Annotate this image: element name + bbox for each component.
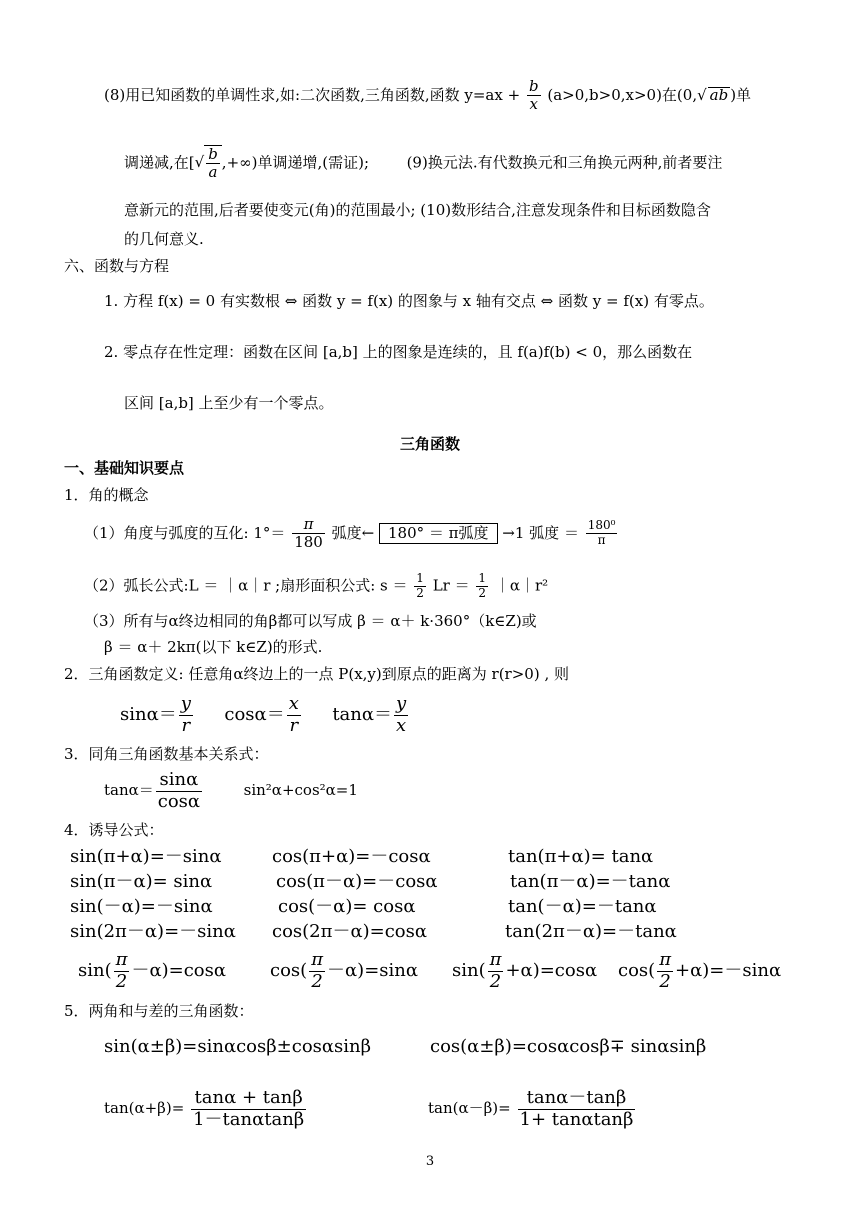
- def-cos-label: cosα＝: [224, 704, 285, 726]
- para-8-line2-c: (9)换元法.有代数换元和三角换元两种,前者要注: [406, 153, 723, 172]
- angle-conversion-line: [84, 516, 619, 552]
- induction-r3c2: tan(2π－α)=－tanα: [505, 921, 677, 942]
- fraction-y-over-x: $\frac{y}{x}$: [396, 693, 407, 736]
- induction-r0c2: tan(π+α)= tanα: [508, 846, 654, 867]
- fraction-half-1: $\frac{1}{2}$: [416, 571, 424, 600]
- sum-diff-cos: cos(α±β)=cosαcosβ∓ sinαsinβ: [430, 1036, 707, 1057]
- pythagorean-identity: sin²α+cos²α=1: [243, 781, 358, 800]
- half-pi-1: cos( $\frac{\pi}{2}$ －α)=sinα: [270, 949, 419, 992]
- section-6-item-2: 2. 零点存在性定理：函数在区间 [a,b] 上的图象是连续的，且 f(a)f(b) < 0，那么函数在: [104, 343, 693, 361]
- fraction-pi-over-2: $\frac{\pi}{2}$: [311, 949, 324, 992]
- para-8-line2-b: ,+∞)单调递增,(需证);: [221, 153, 370, 172]
- definition-formulas: [120, 694, 410, 736]
- heading-basics: 一、基础知识要点: [64, 459, 185, 477]
- sqrt-ab: √ ab: [697, 85, 729, 104]
- induction-r1c1: cos(π－α)=－cosα: [276, 871, 438, 892]
- identities-formulas: [104, 770, 358, 812]
- identities-heading: 3．同角三角函数基本关系式：: [64, 745, 269, 763]
- page-number: 3: [425, 1154, 435, 1169]
- para-8-text-b: (a>0,b>0,x>0)在(0,: [547, 85, 698, 104]
- fraction-x-over-r: $\frac{x}{r}$: [288, 693, 299, 736]
- fraction-pi-over-2: $\frac{\pi}{2}$: [659, 949, 672, 992]
- para-8-line4: 的几何意义.: [124, 230, 204, 248]
- tan-sum-label: tan(α+β)=: [104, 1099, 185, 1118]
- half-pi-2: sin( $\frac{\pi}{2}$ +α)=cosα: [452, 949, 598, 992]
- para-8-line3: 意新元的范围,后者要使变元(角)的范围最小; (10)数形结合,注意发现条件和目标函数隐含: [124, 201, 711, 219]
- page-title: 三角函数: [399, 435, 460, 453]
- fraction-pi-over-2: $\frac{\pi}{2}$: [115, 949, 128, 992]
- def-tan-label: tanα＝: [332, 704, 393, 726]
- para-8-text-a: (8)用已知函数的单调性求,如:二次函数,三角函数,函数 y=ax +: [104, 85, 521, 104]
- tan-sum-fraction: $\frac{\tan\alpha + \tan\beta}{1-\tan\alpha\tan\beta}$: [193, 1087, 305, 1130]
- induction-r0c1: cos(π+α)=－cosα: [272, 846, 431, 867]
- sum-diff-sin: sin(α±β)=sinαcosβ±cosαsinβ: [104, 1036, 372, 1057]
- induction-r2c2: tan(－α)=－tanα: [508, 896, 657, 917]
- fraction-sin-over-cos: $\frac{\sin\alpha}{\cos\alpha}$: [157, 769, 201, 812]
- fraction-pi-over-2: $\frac{\pi}{2}$: [489, 949, 502, 992]
- definition-heading: 2．三角函数定义: 任意角α终边上的一点 P(x,y)到原点的距离为 r(r>0) , 则: [64, 665, 569, 683]
- sum-diff-heading: 5．两角和与差的三角函数：: [64, 1002, 254, 1020]
- half-pi-3: cos( $\frac{\pi}{2}$ +α)=－sinα: [618, 949, 782, 992]
- sqrt-b-over-a: √ $\frac{b}{a}$: [195, 153, 222, 171]
- arc-text-c: ｜α｜r²: [494, 576, 549, 595]
- induction-r3c0: sin(2π－α)=－sinα: [70, 921, 236, 942]
- tan-diff-formula: [428, 1088, 637, 1130]
- def-sin-label: sinα＝: [120, 704, 177, 726]
- arc-text-b: Lr ＝: [432, 576, 470, 595]
- section-6-item-1: 1. 方程 f(x) = 0 有实数根 ⇔ 函数 y = f(x) 的图象与 x 轴有交点 ⇔ 函数 y = f(x) 有零点。: [104, 292, 714, 310]
- induction-heading: 4．诱导公式：: [64, 821, 164, 839]
- fraction-180-over-pi: $\frac{\text{180⁰}}{\pi}$: [587, 518, 616, 548]
- coterminal-line-2: β ＝ α＋ 2kπ(以下 k∈Z)的形式.: [104, 638, 323, 656]
- conversion-box: 180° ＝ π弧度: [379, 523, 498, 544]
- para-8-line1: [104, 78, 751, 114]
- conversion-text-b: 弧度←: [331, 523, 375, 542]
- induction-r2c1: cos(－α)= cosα: [278, 896, 416, 917]
- identity-tan-label: tanα＝: [104, 781, 154, 800]
- heading-angle-concept: 1．角的概念: [64, 486, 149, 504]
- tan-sum-formula: [104, 1088, 308, 1130]
- induction-r1c0: sin(π－α)= sinα: [70, 871, 213, 892]
- fraction-pi-over-180: $\frac{\pi}{180}$: [294, 515, 323, 552]
- arc-text-a: （2）弧长公式:L ＝ ｜α｜r ;扇形面积公式: s ＝: [84, 576, 408, 595]
- tan-diff-label: tan(α－β)=: [428, 1099, 511, 1118]
- section-6-title: 六、函数与方程: [64, 257, 170, 275]
- para-8-line2: [124, 145, 722, 182]
- fraction-half-2: $\frac{1}{2}$: [478, 571, 487, 600]
- induction-r3c1: cos(2π－α)=cosα: [272, 921, 428, 942]
- fraction-y-over-r: $\frac{y}{r}$: [180, 693, 191, 736]
- induction-r2c0: sin(－α)=－sinα: [70, 896, 213, 917]
- tan-diff-fraction: $\frac{\tan\alpha-\tan\beta}{1+ \tan\alpha\tan\beta}$: [519, 1087, 634, 1130]
- para-8-line2-a: 调递减,在[: [124, 153, 195, 172]
- para-8-text-c: )单: [730, 85, 752, 104]
- arc-length-line: [84, 572, 548, 601]
- section-6-item-2b: 区间 [a,b] 上至少有一个零点。: [124, 394, 334, 412]
- fraction-b-over-x: $\frac{b}{x}$: [528, 77, 539, 114]
- induction-r1c2: tan(π－α)=－tanα: [510, 871, 671, 892]
- conversion-text-a: （1）角度与弧度的互化: 1°＝: [84, 523, 286, 542]
- conversion-text-c: →1 弧度 ＝: [502, 523, 579, 542]
- induction-r0c0: sin(π+α)=－sinα: [70, 846, 222, 867]
- half-pi-0: sin( $\frac{\pi}{2}$ －α)=cosα: [78, 949, 227, 992]
- coterminal-line-1: （3）所有与α终边相同的角β都可以写成 β ＝ α＋ k·360°（k∈Z)或: [84, 612, 537, 630]
